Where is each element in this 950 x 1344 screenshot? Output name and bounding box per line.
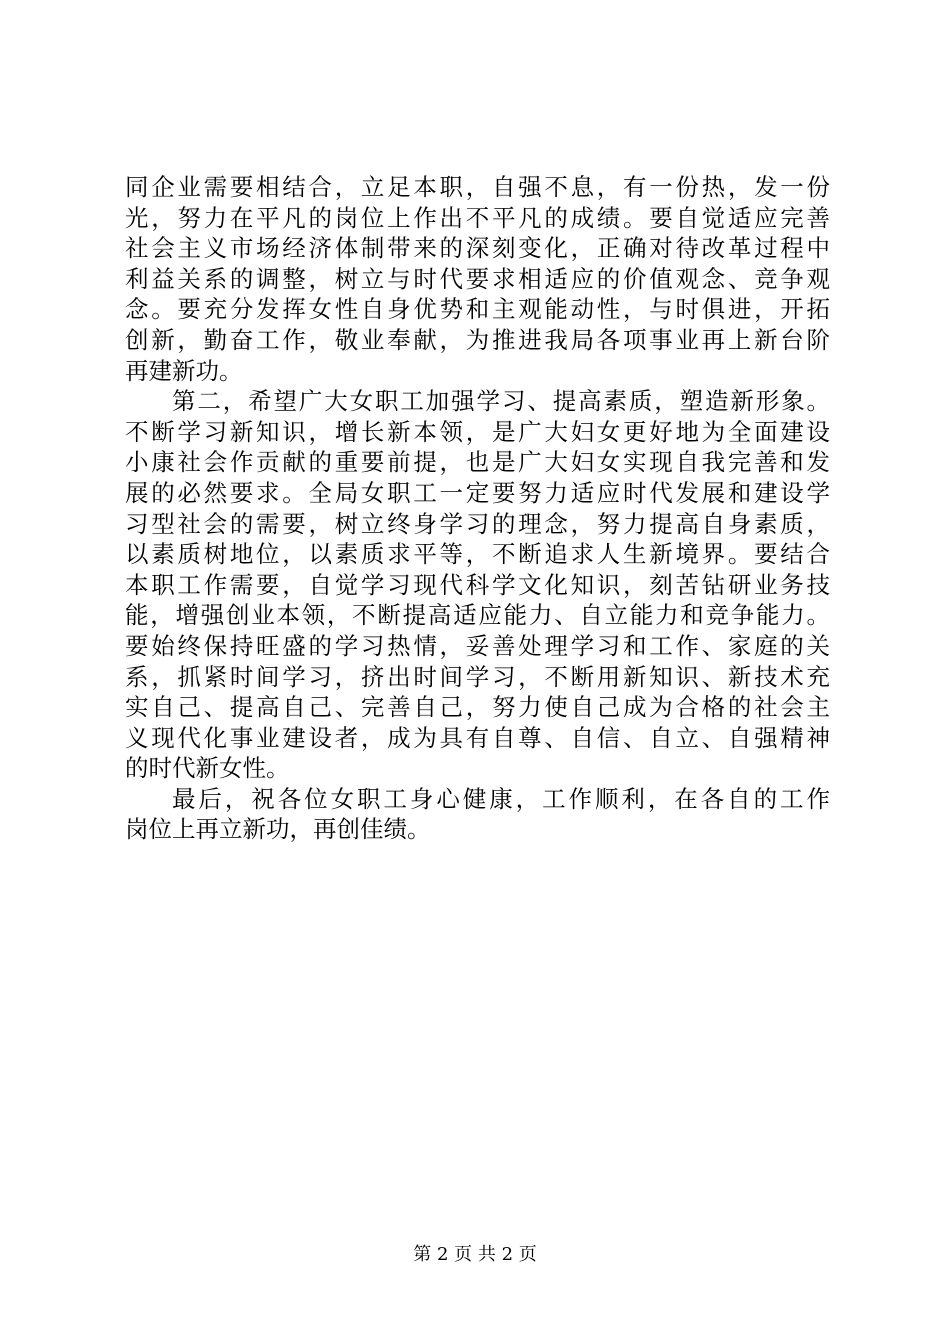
page-number-footer: 第 2 页 共 2 页 <box>413 1244 537 1265</box>
paragraph-1 <box>125 172 830 386</box>
text-line: 再建新功。 <box>125 356 243 385</box>
text-line: 义现代化事业建设者，成为具有自尊、自信、自立、自强精神 <box>125 723 830 752</box>
body-text <box>125 172 830 845</box>
text-line: 系，抓紧时间学习，挤出时间学习，不断用新知识、新技术充 <box>125 662 830 691</box>
text-line: 光，努力在平凡的岗位上作出不平凡的成绩。要自觉适应完善 <box>125 203 830 232</box>
text-line: 的时代新女性。 <box>125 754 290 783</box>
text-line: 以素质树地位，以素质求平等，不断追求人生新境界。要结合 <box>125 540 830 569</box>
paragraph-2 <box>125 386 830 784</box>
text-line: 念。要充分发挥女性自身优势和主观能动性，与时俱进，开拓 <box>125 295 830 324</box>
paragraph-3 <box>125 784 830 845</box>
text-line: 要始终保持旺盛的学习热情，妥善处理学习和工作、家庭的关 <box>125 631 830 660</box>
text-line: 第二，希望广大女职工加强学习、提高素质，塑造新形象。 <box>172 387 830 416</box>
text-line: 同企业需要相结合，立足本职，自强不息，有一份热，发一份 <box>125 173 830 201</box>
text-line: 创新，勤奋工作，敬业奉献，为推进我局各项事业再上新台阶 <box>125 325 830 354</box>
text-line: 展的必然要求。全局女职工一定要努力适应时代发展和建设学 <box>125 478 830 507</box>
text-line: 最后，祝各位女职工身心健康，工作顺利，在各自的工作 <box>172 784 830 813</box>
text-line: 能，增强创业本领，不断提高适应能力、自立能力和竞争能力。 <box>125 601 830 630</box>
text-line: 社会主义市场经济体制带来的深刻变化，正确对待改革过程中 <box>125 234 830 263</box>
text-line: 岗位上再立新功，再创佳绩。 <box>125 815 431 844</box>
text-line: 本职工作需要，自觉学习现代科学文化知识，刻苦钻研业务技 <box>125 570 830 599</box>
text-line: 利益关系的调整，树立与时代要求相适应的价值观念、竞争观 <box>125 264 830 293</box>
text-line: 不断学习新知识，增长新本领，是广大妇女更好地为全面建设 <box>125 417 830 446</box>
text-line: 实自己、提高自己、完善自己，努力使自己成为合格的社会主 <box>125 693 830 722</box>
text-line: 习型社会的需要，树立终身学习的理念，努力提高自身素质， <box>125 509 830 538</box>
text-line: 小康社会作贡献的重要前提，也是广大妇女实现自我完善和发 <box>125 448 830 477</box>
